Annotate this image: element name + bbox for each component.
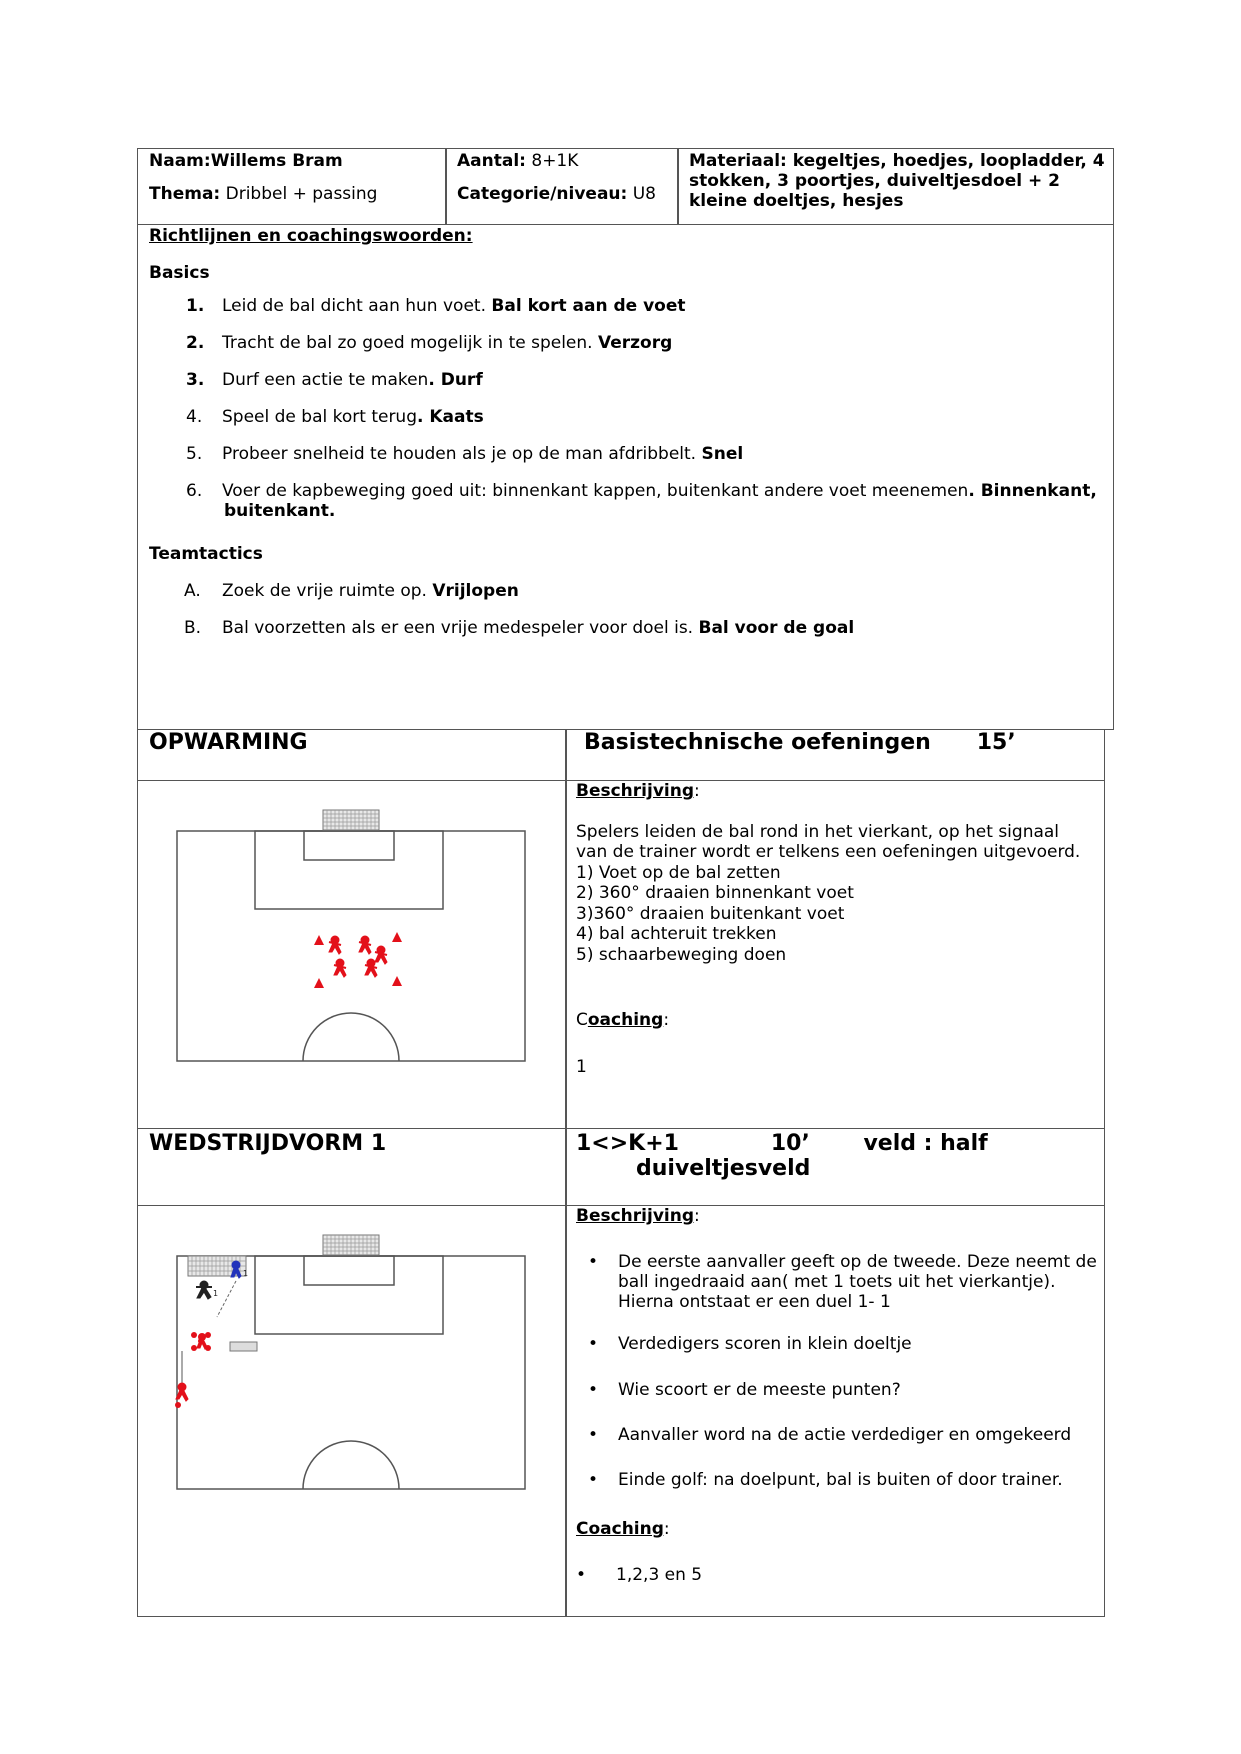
goalkeeper-icon <box>196 1281 212 1299</box>
description-bullet <box>576 1470 1096 1490</box>
basics-item-number: 5. <box>186 444 203 464</box>
aantal-field: Aantal: 8+1K <box>457 151 579 171</box>
section1-description: Beschrijving: Spelers leiden de bal rond in het vierkant, op het signaal van de trainer wordt er telkens een oefeningen uitgevoerd. 1) Voet op de bal zetten 2) 360° draaien binnenkant voet 3)360° draaien buitenkant voet 4) bal achteruit trekken 5) schaarbeweging doen <box>576 781 1096 965</box>
description-bullet <box>576 1334 1096 1354</box>
thema-field: Thema: Dribbel + passing <box>149 184 378 204</box>
teamtactics-item <box>180 618 854 638</box>
wedstrijdvorm-diagram <box>170 1225 540 1505</box>
cone-marker <box>314 932 402 988</box>
blue-player-label: 1 <box>243 1269 249 1278</box>
section1-coaching-value: 1 <box>576 1057 587 1077</box>
basics-item <box>180 444 1100 464</box>
description-line: 3)360° draaien buitenkant voet <box>576 903 845 924</box>
basics-item <box>180 407 1100 427</box>
basics-item-number: 2. <box>186 333 205 353</box>
bullet-text: Aanvaller word na de actie verdediger en omgekeerd <box>618 1425 1072 1445</box>
description-line: Spelers leiden de bal rond in het vierkant, op het signaal <box>576 821 1060 842</box>
bullet-dot: • <box>588 1470 599 1490</box>
description-line: 2) 360° draaien binnenkant voet <box>576 883 854 903</box>
basics-item <box>180 296 1100 316</box>
teamtactics-title: Teamtactics <box>149 544 263 564</box>
section2-title: WEDSTRIJDVORM 1 <box>149 1131 387 1156</box>
materiaal-field: Materiaal: kegeltjes, hoedjes, loopladder, 4 stokken, 3 poortjes, duiveltjesdoel + 2 kleine doeltjes, hesjes <box>689 151 1105 211</box>
guidelines-title: Richtlijnen en coachingswoorden: <box>149 226 473 246</box>
goalkeeper-label: 1 <box>213 1289 219 1298</box>
ball-icon <box>175 1402 181 1408</box>
basics-item-text-cont: buitenkant. <box>224 501 336 521</box>
description-bullet <box>576 1425 1096 1445</box>
section2-description: Beschrijving: <box>576 1206 700 1226</box>
section1-title: OPWARMING <box>149 730 308 755</box>
bullet-text: Verdedigers scoren in klein doeltje <box>618 1334 912 1354</box>
bullet-dot: • <box>588 1425 599 1445</box>
teamtactics-item-text: Zoek de vrije ruimte op. Vrijlopen <box>222 581 519 601</box>
basics-item-number: 1. <box>186 296 205 316</box>
small-goal <box>230 1342 257 1351</box>
teamtactics-item-letter: A. <box>184 581 201 601</box>
section2-subtitle: 1<>K+1 10’ veld : half duiveltjesveld <box>576 1131 988 1181</box>
section2-coaching-label: Coaching: <box>576 1519 670 1539</box>
teamtactics-item <box>180 581 519 601</box>
section1-coaching-label: Coaching: <box>576 1010 670 1030</box>
basics-item-text: Speel de bal kort terug. Kaats <box>222 407 484 427</box>
basics-item <box>180 370 1100 390</box>
basics-item-number: 6. <box>186 481 203 501</box>
basics-item-text: Tracht de bal zo goed mogelijk in te spelen. Verzorg <box>222 333 673 353</box>
teamtactics-item-text: Bal voorzetten als er een vrije medespeler voor doel is. Bal voor de goal <box>222 618 855 638</box>
goal-net <box>323 1235 379 1255</box>
basics-item-text: Leid de bal dicht aan hun voet. Bal kort aan de voet <box>222 296 686 316</box>
section1-desc-lines <box>576 822 1096 966</box>
bullet-dot: • <box>588 1334 599 1354</box>
header-divider <box>445 148 447 225</box>
teamtactics-item-letter: B. <box>184 618 202 638</box>
basics-item-text: Voer de kapbeweging goed uit: binnenkant kappen, buitenkant andere voet meenemen. Binnenkant, <box>222 481 1097 501</box>
bullet-dot: • <box>588 1380 599 1400</box>
basics-item <box>180 481 1100 521</box>
bullet-dot: • <box>588 1252 599 1272</box>
bullet-text: De eerste aanvaller geeft op de tweede. Deze neemt de ball ingedraaid aan( met 1 toets uit het vierkantje). Hierna ontstaat er een duel 1- 1 <box>618 1252 1097 1312</box>
naam-field: Naam:Willems Bram <box>149 151 343 171</box>
basics-title: Basics <box>149 263 210 283</box>
bullet-dot: • <box>576 1565 587 1585</box>
description-line: 1) Voet op de bal zetten <box>576 862 781 883</box>
description-bullet <box>576 1380 1096 1400</box>
pass-arrow <box>217 1281 236 1317</box>
description-line: 4) bal achteruit trekken <box>576 924 777 944</box>
header-divider <box>677 148 679 225</box>
section1-subtitle: Basistechnische oefeningen 15’ <box>584 730 1016 755</box>
basics-item <box>180 333 1100 353</box>
categorie-field: Categorie/niveau: U8 <box>457 184 656 204</box>
description-bullet <box>576 1252 1096 1312</box>
opwarming-diagram <box>170 800 540 1070</box>
description-line: 5) schaarbeweging doen <box>576 944 787 965</box>
basics-item-number: 4. <box>186 407 203 427</box>
basics-item-text: Probeer snelheid te houden als je op de man afdribbelt. Snel <box>222 444 744 464</box>
attacker-icon <box>176 1383 188 1401</box>
bullet-text: Wie scoort er de meeste punten? <box>618 1380 901 1400</box>
goal-net <box>323 810 379 830</box>
basics-item-text: Durf een actie te maken. Durf <box>222 370 483 390</box>
description-line: van de trainer wordt er telkens een oefeningen uitgevoerd. <box>576 842 1081 862</box>
player-icons <box>329 936 387 977</box>
basics-item-number: 3. <box>186 370 205 390</box>
bullet-text: Einde golf: na doelpunt, bal is buiten of door trainer. <box>618 1470 1063 1490</box>
